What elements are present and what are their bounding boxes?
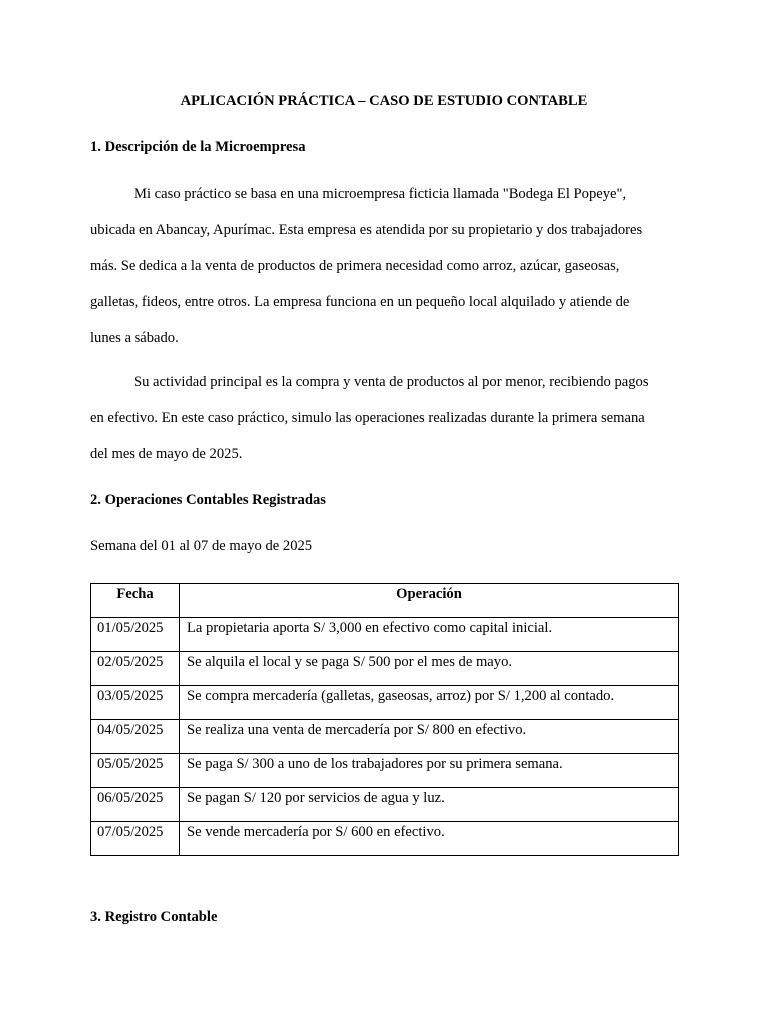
section-1-paragraph-1: [90, 176, 680, 356]
section-3-heading: 3. Registro Contable: [90, 909, 218, 925]
table-row: [91, 686, 679, 720]
operation-cell: Se realiza una venta de mercadería por S/ 800 en efectivo.: [180, 720, 679, 754]
section-1-paragraph-2: [90, 364, 680, 472]
operation-cell: Se vende mercadería por S/ 600 en efectivo.: [180, 822, 679, 856]
operation-cell: La propietaria aporta S/ 3,000 en efectivo como capital inicial.: [180, 618, 679, 652]
document-title: APLICACIÓN PRÁCTICA – CASO DE ESTUDIO CONTABLE: [180, 93, 588, 109]
operation-cell: Se compra mercadería (galletas, gaseosas, arroz) por S/ 1,200 al contado.: [180, 686, 679, 720]
table-row: [91, 652, 679, 686]
paragraph-line: Mi caso práctico se basa en una microempresa ficticia llamada "Bodega El Popeye",: [134, 186, 627, 202]
date-cell: 02/05/2025: [91, 652, 180, 686]
column-header-operacion: Operación: [180, 584, 679, 618]
column-header-fecha: Fecha: [91, 584, 180, 618]
table-row: [91, 618, 679, 652]
operation-cell: Se paga S/ 300 a uno de los trabajadores por su primera semana.: [180, 754, 679, 788]
date-cell: 07/05/2025: [91, 822, 180, 856]
section-2-heading: 2. Operaciones Contables Registradas: [90, 492, 326, 508]
date-cell: 01/05/2025: [91, 618, 180, 652]
paragraph-line: galletas, fideos, entre otros. La empresa funciona en un pequeño local alquilado y atiende de: [90, 294, 630, 310]
paragraph-line: Su actividad principal es la compra y venta de productos al por menor, recibiendo pagos: [134, 374, 649, 390]
date-cell: 03/05/2025: [91, 686, 180, 720]
operation-cell: Se alquila el local y se paga S/ 500 por el mes de mayo.: [180, 652, 679, 686]
paragraph-line: lunes a sábado.: [90, 330, 179, 346]
table-row: [91, 720, 679, 754]
table-header-row: [91, 584, 679, 618]
operations-table: [90, 583, 679, 856]
paragraph-line: ubicada en Abancay, Apurímac. Esta empresa es atendida por su propietario y dos trabajadores: [90, 222, 643, 238]
paragraph-line: del mes de mayo de 2025.: [90, 446, 243, 462]
paragraph-line: en efectivo. En este caso práctico, simulo las operaciones realizadas durante la primera semana: [90, 410, 645, 426]
date-cell: 05/05/2025: [91, 754, 180, 788]
date-cell: 06/05/2025: [91, 788, 180, 822]
table-row: [91, 754, 679, 788]
date-cell: 04/05/2025: [91, 720, 180, 754]
paragraph-line: más. Se dedica a la venta de productos de primera necesidad como arroz, azúcar, gaseosas,: [90, 258, 620, 274]
table-row: [91, 788, 679, 822]
table-row: [91, 822, 679, 856]
section-1-heading: 1. Descripción de la Microempresa: [90, 139, 306, 155]
section-2-subtitle: Semana del 01 al 07 de mayo de 2025: [90, 538, 313, 554]
operation-cell: Se pagan S/ 120 por servicios de agua y luz.: [180, 788, 679, 822]
